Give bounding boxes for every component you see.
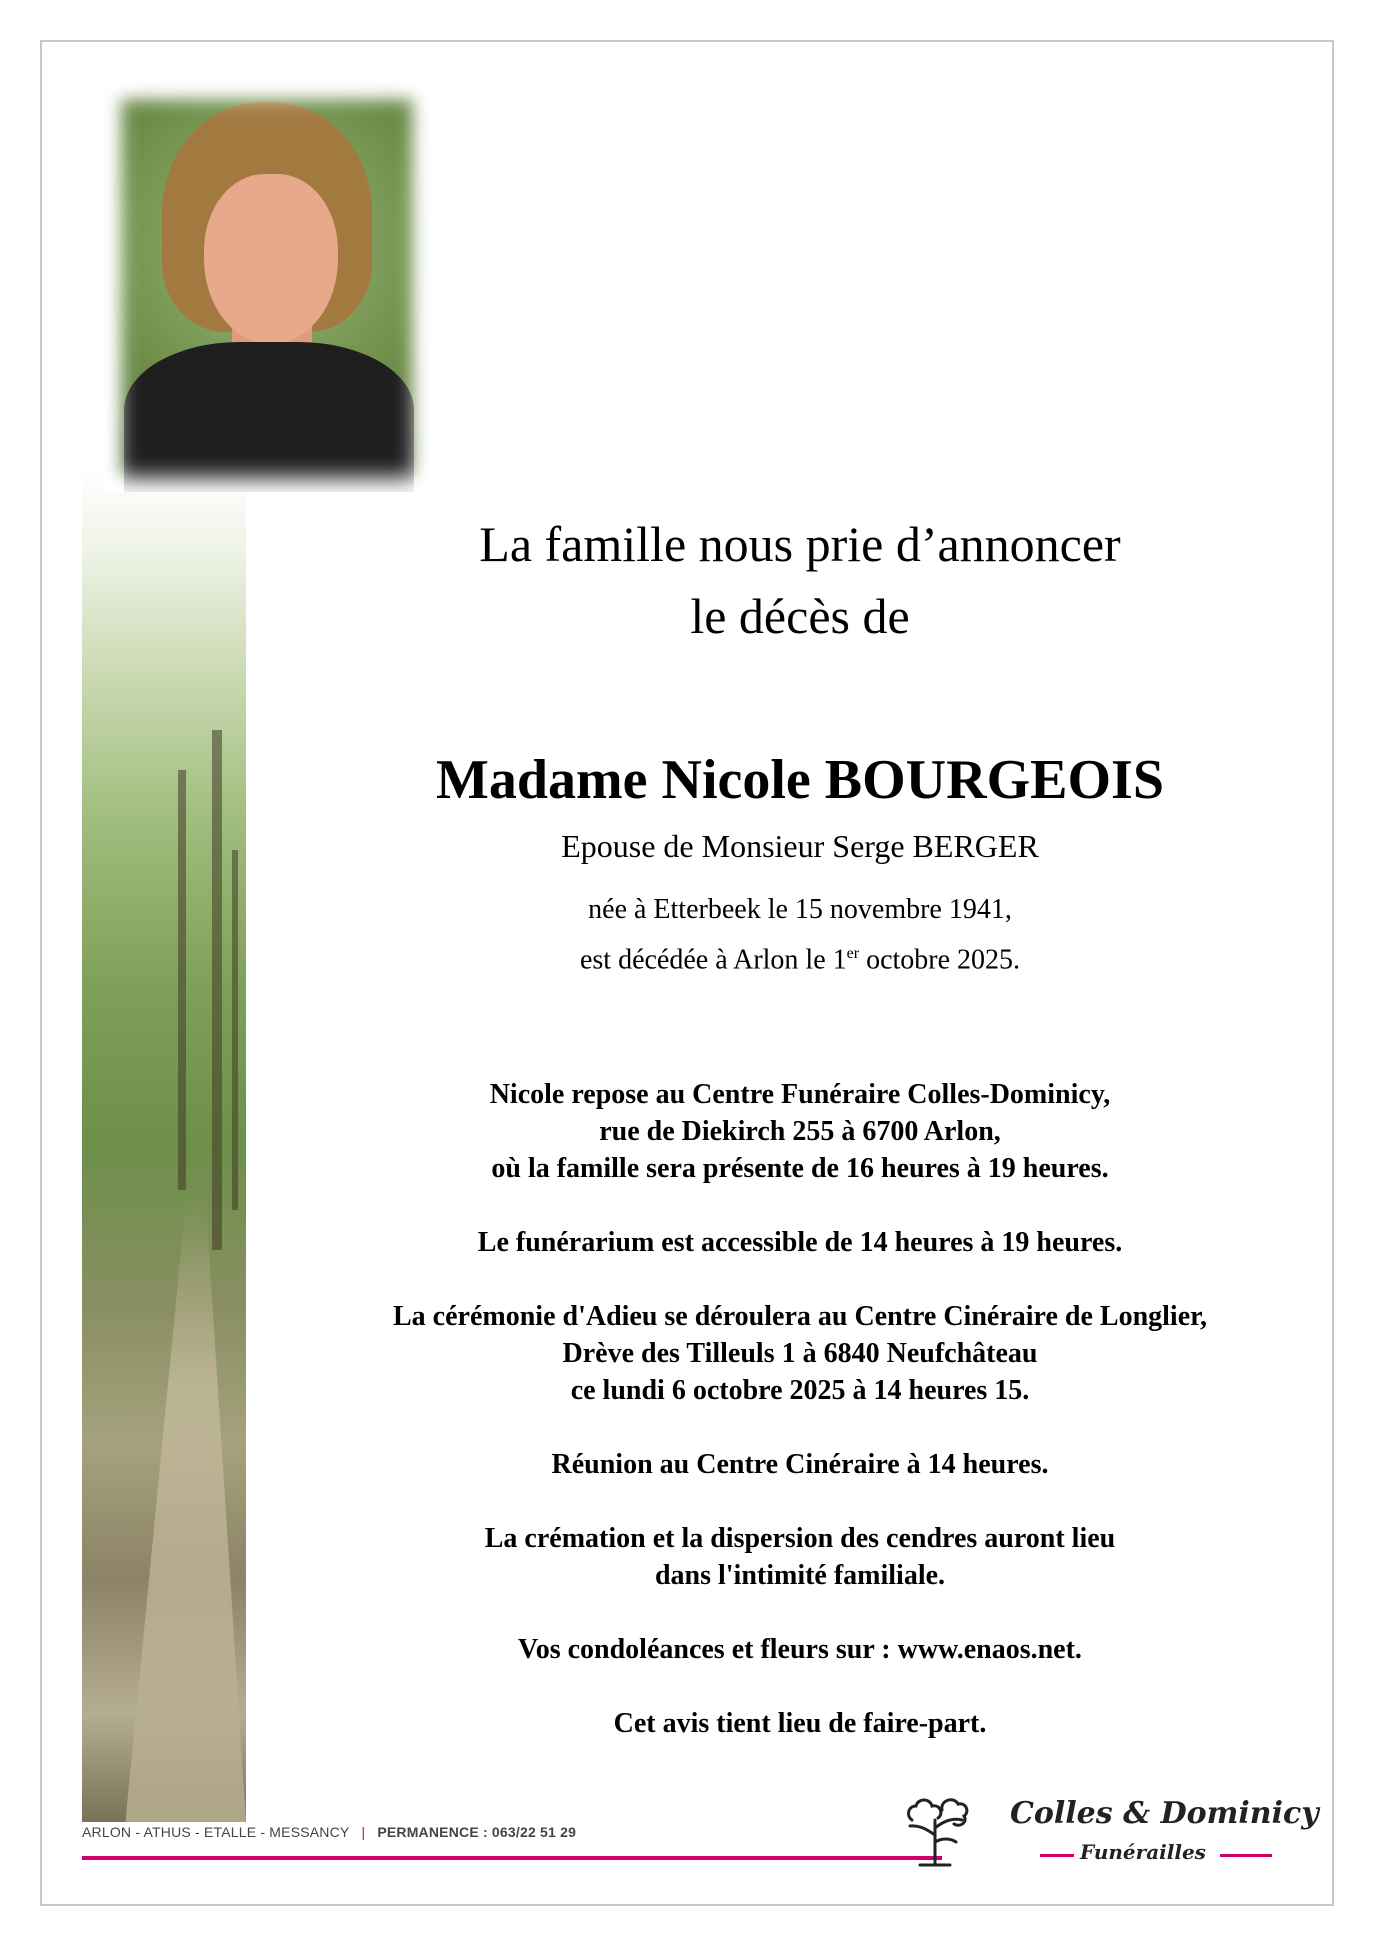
tree-logo-icon (890, 1780, 980, 1870)
condolences-paragraph: Vos condoléances et fleurs sur : www.enaos.net. (518, 1634, 1082, 1665)
funeral-details (290, 1076, 1310, 1779)
announcement-line-1: La famille nous prie d’annoncer (479, 516, 1121, 572)
announcement (290, 508, 1310, 652)
brand-accent-right (1220, 1854, 1272, 1857)
faire-part-note: Cet avis tient lieu de faire-part. (613, 1708, 987, 1739)
brand-subtitle: Funérailles (1080, 1840, 1206, 1864)
brand-accent-left (1040, 1854, 1074, 1857)
funerarium-hours: Le funérarium est accessible de 14 heures à 19 heures. (477, 1227, 1123, 1258)
footer-accent-line (82, 1856, 942, 1860)
footer-permanence: PERMANENCE : 063/22 51 29 (377, 1824, 577, 1840)
footer-separator: | (361, 1824, 366, 1840)
death-line: est décédée à Arlon le 1er octobre 2025. (579, 944, 1021, 976)
meeting-paragraph: Réunion au Centre Cinéraire à 14 heures. (551, 1449, 1049, 1480)
spouse-line: Epouse de Monsieur Serge BERGER (561, 828, 1039, 864)
forest-path-image (82, 470, 246, 1822)
viewing-paragraph: Nicole repose au Centre Funéraire Colles-Dominicy, rue de Diekirch 255 à 6700 Arlon, où la famille sera présente de 16 heures à 19 heures. (489, 1079, 1111, 1184)
birth-death-dates (290, 888, 1310, 982)
footer-contact (82, 1824, 576, 1840)
cremation-paragraph: La crémation et la dispersion des cendres auront lieu dans l'intimité familiale. (484, 1523, 1116, 1591)
brand-logo (880, 1780, 1319, 1870)
footer-locations: ARLON - ATHUS - ETALLE - MESSANCY (82, 1824, 350, 1840)
portrait-photo (104, 82, 430, 492)
brand-name: Colles & Dominicy (1010, 1796, 1319, 1831)
birth-line: née à Etterbeek le 15 novembre 1941, (588, 894, 1012, 925)
deceased-name: Madame Nicole BOURGEOIS (436, 749, 1164, 811)
announcement-line-2: le décès de (690, 588, 910, 644)
ceremony-paragraph: La cérémonie d'Adieu se déroulera au Centre Cinéraire de Longlier, Drève des Tilleuls 1 à 6840 Neufchâteau ce lundi 6 octobre 2025 à 14 heures 15. (393, 1301, 1207, 1406)
